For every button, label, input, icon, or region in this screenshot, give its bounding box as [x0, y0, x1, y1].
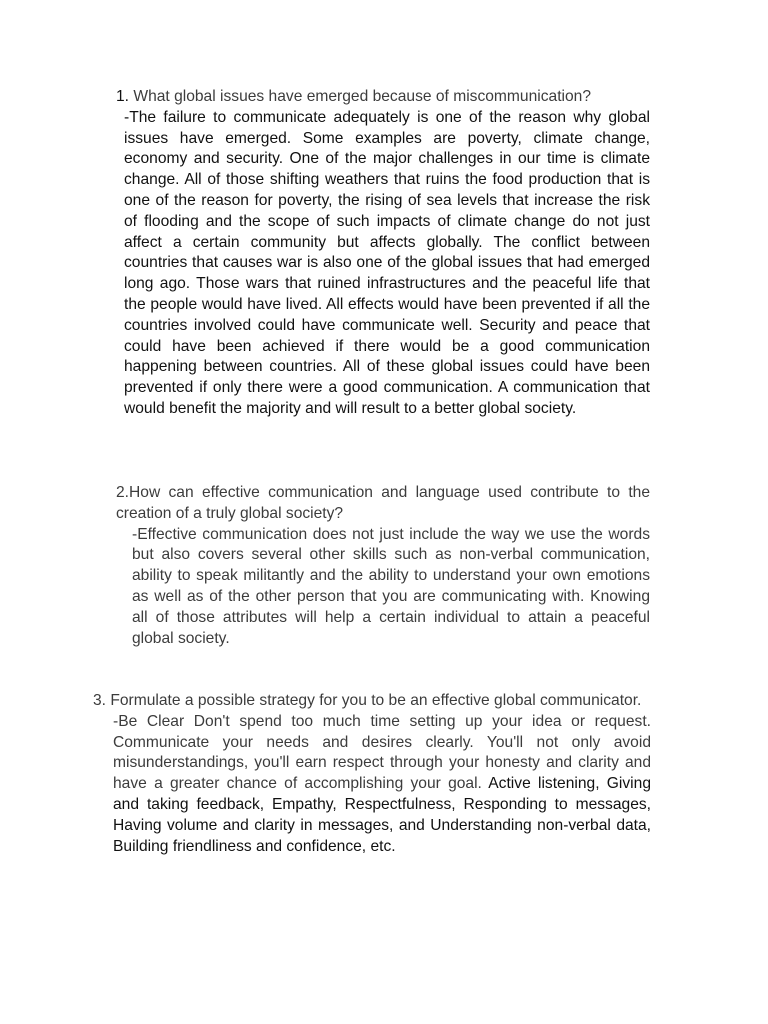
question-3-block [93, 691, 651, 857]
question-1-heading [116, 87, 650, 108]
question-1-answer: -The failure to communicate adequately is one of the reason why global issues have emerged. Some examples are poverty, climate change, economy and security. One of the major challenges in our time is climate change. All of those shifting weathers that ruins the food production that is one of the reason for poverty, the rising of sea levels that increase the risk of flooding and the scope of such impacts of climate change do not just affect a certain community but affects globally. The conflict between countries that causes war is also one of the global issues that had emerged long ago. Those wars that ruined infrastructures and the peaceful life that the people would have lived. All effects would have been prevented if all the countries involved could have communicate well. Security and peace that could have been achieved if there would be a good communication happening between countries. All of these global issues could have been prevented if only there were a good communication. A communication that would benefit the majority and will result to a better global society. [124, 108, 650, 417]
question-2-heading: 2.How can effective communication and language used contribute to the creation of a truly global society? [116, 484, 650, 522]
question-1-text: What global issues have emerged because of miscommunication? [129, 88, 592, 105]
question-1-block [116, 87, 650, 420]
question-3-answer-part-1: -Be Clear Don't spend too much time setting up your idea or request. Communicate your needs and desires clearly. You'll not only avoid misunderstandings, you'll earn respect through your honesty and clarity and have a greater chance of accomplishing your goal. [113, 712, 651, 793]
question-1-number: 1. [116, 88, 130, 105]
question-2-block [116, 483, 650, 649]
question-2-answer: -Effective communication does not just include the way we use the words but also covers several other skills such as non-verbal communication, ability to speak militantly and the ability to understand your own emotions as well as of the other person that you are communicating with. Knowing all of those attributes will help a certain individual to attain a peaceful global society. [132, 525, 650, 647]
question-3-answer [93, 712, 651, 858]
question-3-heading: 3. Formulate a possible strategy for you to be an effective global communicator. [93, 692, 642, 709]
question-3-answer-part-2: Active listening, Giving and taking feedback, Empathy, Respectfulness, Responding to messages, Having volume and clarity in messages, and Understanding non-verbal data, Building friendliness and confidence, etc. [113, 775, 651, 855]
